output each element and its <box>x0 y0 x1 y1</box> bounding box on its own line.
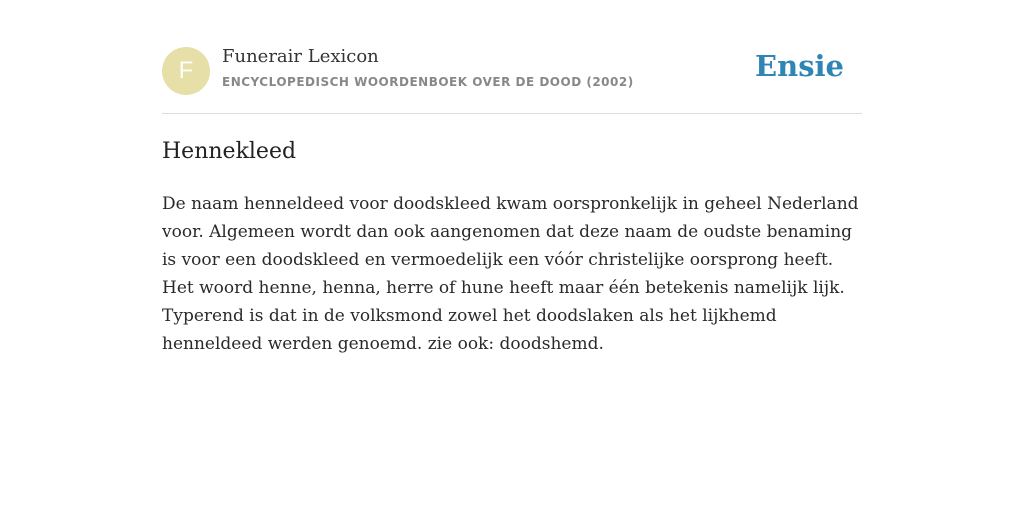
avatar-letter: F <box>178 57 194 84</box>
source-header <box>162 0 862 114</box>
source-subtitle: ENCYCLOPEDISCH WOORDENBOEK OVER DE DOOD (2002) <box>222 75 634 89</box>
source-avatar[interactable] <box>162 47 210 95</box>
entry-body: De naam henneldeed voor doodskleed kwam oorspronkelijk in geheel Nederland voor. Algemeen wordt dan ook aangenomen dat deze naam de oudste benaming is voor een doodskleed en vermoedelijk een vóór christelijke oorsprong heeft. Het woord henne, henna, herre of hune heeft maar één betekenis namelijk lijk. Typerend is dat in de volksmond zowel het doodslaken als het lijkhemd henneldeed werden genoemd. zie ook: doodshemd. <box>162 194 859 354</box>
ensie-logo[interactable]: Ensie <box>755 49 844 83</box>
source-title[interactable]: Funerair Lexicon <box>222 46 379 67</box>
entry-title: Hennekleed <box>162 139 297 164</box>
entry-card <box>162 0 862 354</box>
